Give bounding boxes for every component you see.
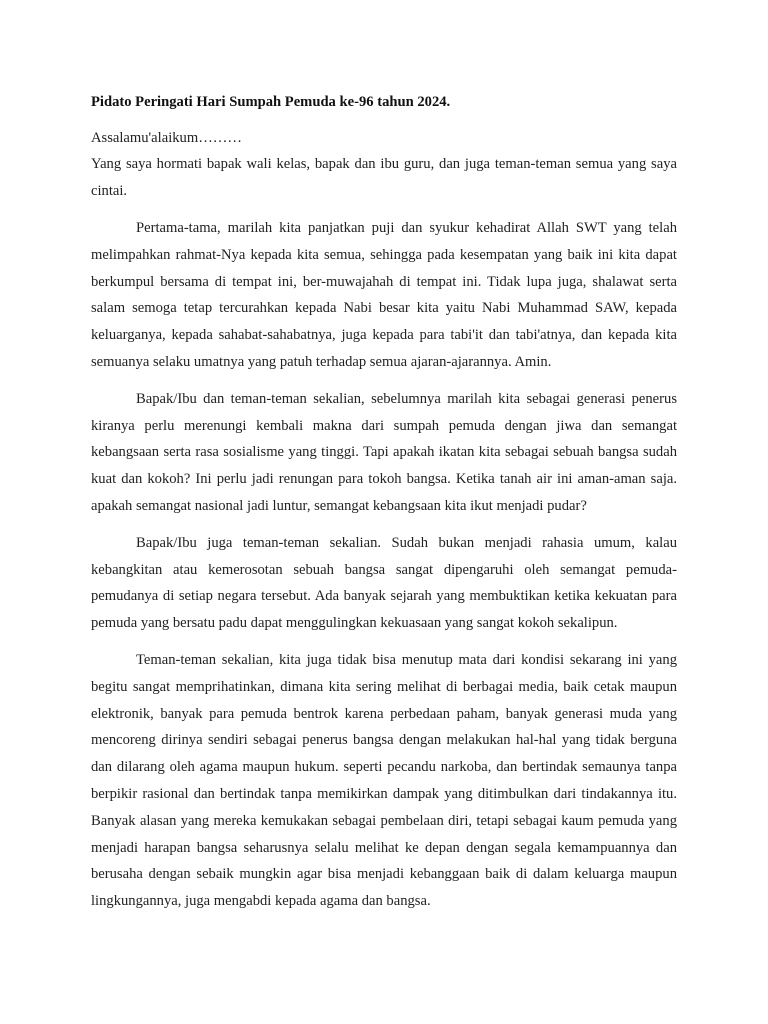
speech-title: Pidato Peringati Hari Sumpah Pemuda ke-96 tahun 2024. (91, 94, 451, 110)
paragraph-youth-role: Bapak/Ibu juga teman-teman sekalian. Sudah bukan menjadi rahasia umum, kalau kebangkitan atau kemerosotan sebuah bangsa sangat dipengaruhi oleh semangat pemuda-pemudanya di setiap negara tersebut. Ada banyak sejarah yang membuktikan ketika kekuatan para pemuda yang bersatu padu dapat menggulingkan kekuasaan yang sangat kokoh sekalipun. (91, 534, 677, 632)
paragraph-opening: Pertama-tama, marilah kita panjatkan puji dan syukur kehadirat Allah SWT yang telah melimpahkan rahmat-Nya kepada kita semua, sehingga pada kesempatan yang baik ini kita dapat berkumpul bersama di tempat ini, ber-muwajahah di tempat ini. Tidak lupa juga, shalawat serta salam semoga tetap tercurahkan kepada Nabi besar kita yaitu Nabi Muhammad SAW, kepada keluarganya, kepada sahabat-sahabatnya, juga kepada para tabi'it dan tabi'atnya, dan kepada kita semuanya selaku umatnya yang patuh terhadap semua ajaran-ajarannya. Amin. (91, 220, 677, 370)
address-line: Yang saya hormati bapak wali kelas, bapak dan ibu guru, dan juga teman-teman semua yang saya cintai. (91, 156, 677, 199)
paragraph-reflection: Bapak/Ibu dan teman-teman sekalian, sebelumnya marilah kita sebagai generasi penerus kiranya perlu merenungi kembali makna dari sumpah pemuda dengan jiwa dan semangat kebangsaan serta rasa sosialisme yang tinggi. Tapi apakah ikatan kita sebagai sebuah bangsa sudah kuat dan kokoh? Ini perlu jadi renungan para tokoh bangsa. Ketika tanah air ini aman-aman saja. apakah semangat nasional jadi luntur, semangat kebangsaan kita ikut menjadi pudar? (91, 390, 677, 514)
paragraph-current-condition: Teman-teman sekalian, kita juga tidak bisa menutup mata dari kondisi sekarang ini yang begitu sangat memprihatinkan, dimana kita sering melihat di berbagai media, baik cetak maupun elektronik, banyak para pemuda bentrok karena perbedaan paham, banyak generasi muda yang mencoreng dirinya sendiri sebagai penerus bangsa dengan melakukan hal-hal yang tidak berguna dan dilarang oleh agama maupun hukum. seperti pecandu narkoba, dan bertindak semaunya tanpa berpikir rasional dan bertindak tanpa memikirkan dampak yang ditimbulkan dari tindakannya itu. Banyak alasan yang mereka kemukakan sebagai pembelaan diri, tetapi sebagai kaum pemuda yang menjadi harapan bangsa seharusnya selalu melihat ke depan dengan segala kemampuannya dan berusaha dengan sebaik mungkin agar bisa menjadi kebanggaan baik di dalam keluarga maupun lingkungannya, juga mengabdi kepada agama dan bangsa. (91, 651, 677, 910)
greeting-line: Assalamu'alaikum……… (91, 130, 242, 146)
